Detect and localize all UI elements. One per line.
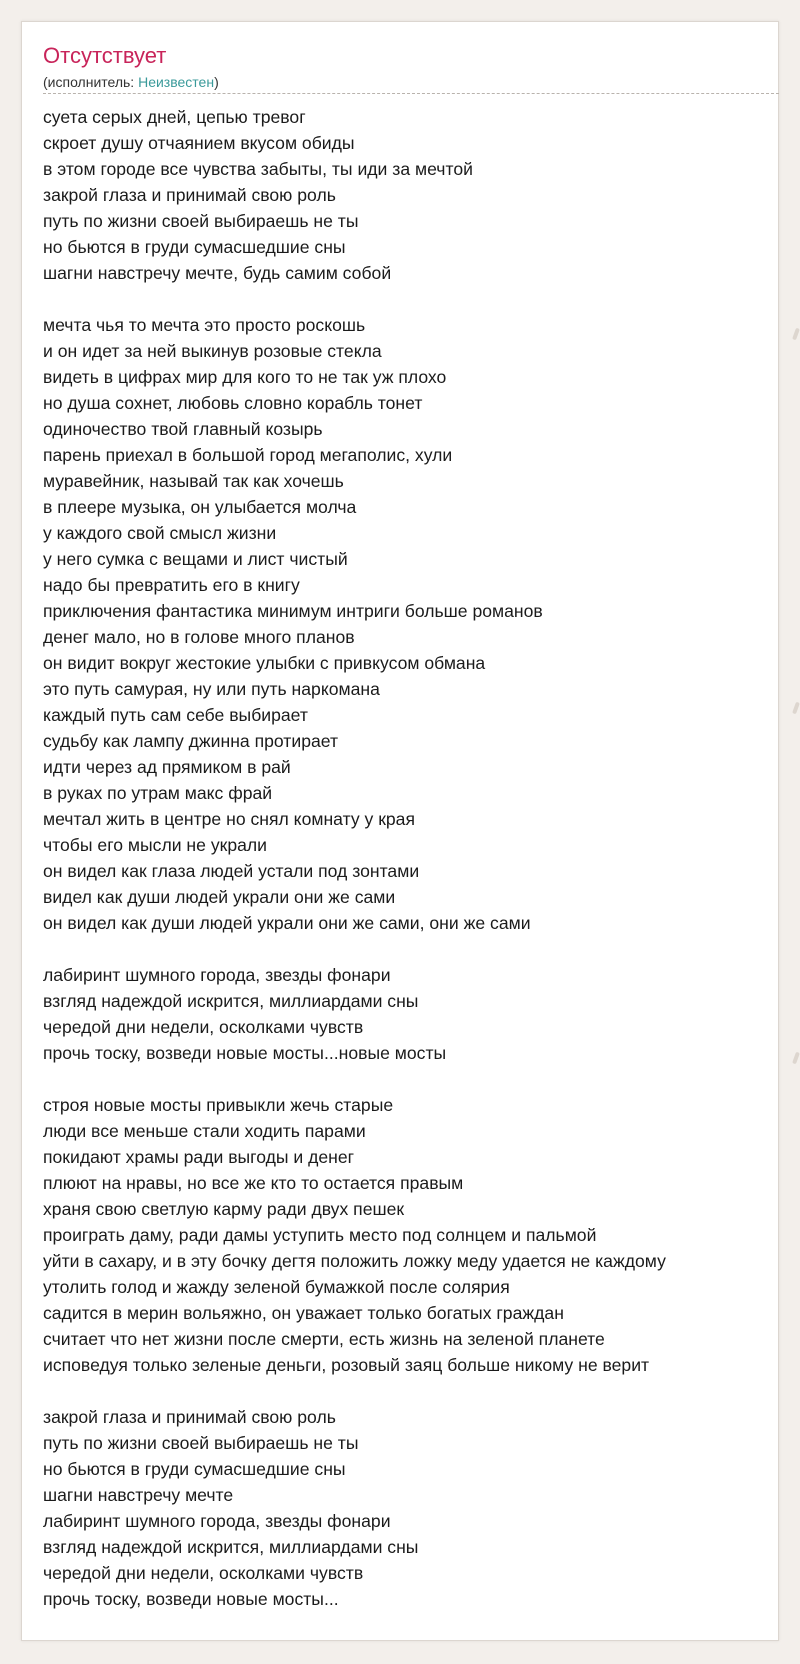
decor-mark-3 xyxy=(792,1052,800,1065)
lyric-line: муравейник, называй так как хочешь xyxy=(43,471,344,491)
lyric-line: у каждого свой смысл жизни xyxy=(43,523,277,543)
lyric-line: прочь тоску, возведи новые мосты...новые мосты xyxy=(43,1043,447,1063)
lyric-line: но душа сохнет, любовь словно корабль тонет xyxy=(43,393,423,413)
artist-link[interactable]: Неизвестен xyxy=(138,74,215,90)
lyric-line: исповедуя только зеленые деньги, розовый заяц больше никому не верит xyxy=(43,1355,650,1375)
lyrics-card xyxy=(21,21,779,1641)
lyric-line: он видел как души людей украли они же сами, они же сами xyxy=(43,913,531,933)
lyric-line: чередой дни недели, осколками чувств xyxy=(43,1563,364,1583)
lyric-line: взгляд надеждой искрится, миллиардами сны xyxy=(43,991,419,1011)
artist-suffix: ) xyxy=(214,74,219,90)
lyric-line: считает что нет жизни после смерти, есть жизнь на зеленой планете xyxy=(43,1329,605,1349)
decor-mark-2 xyxy=(792,702,800,715)
lyric-line: судьбу как лампу джинна протирает xyxy=(43,731,339,751)
lyric-line: каждый путь сам себе выбирает xyxy=(43,705,308,725)
lyric-line: видеть в цифрах мир для кого то не так уж плохо xyxy=(43,367,447,387)
lyric-line: парень приехал в большой город мегаполис, хули xyxy=(43,445,453,465)
lyric-line: но бьются в груди сумасшедшие сны xyxy=(43,237,346,257)
lyric-line: покидают храмы ради выгоды и денег xyxy=(43,1147,355,1167)
song-title: Отсутствует xyxy=(43,43,167,68)
lyric-line: видел как души людей украли они же сами xyxy=(43,887,396,907)
lyric-line: мечта чья то мечта это просто роскошь xyxy=(43,315,366,335)
lyric-line: уйти в сахару, и в эту бочку дегтя положить ложку меду удается не каждому xyxy=(43,1251,666,1271)
lyric-line: садится в мерин вольяжно, он уважает только богатых граждан xyxy=(43,1303,564,1323)
artist-line xyxy=(43,73,219,91)
lyric-line: мечтал жить в центре но снял комнату у края xyxy=(43,809,415,829)
lyrics-stanza xyxy=(43,104,779,286)
lyric-line: в плеере музыка, он улыбается молча xyxy=(43,497,357,517)
lyric-line: у него сумка с вещами и лист чистый xyxy=(43,549,348,569)
lyric-line: проиграть даму, ради дамы уступить место под солнцем и пальмой xyxy=(43,1225,597,1245)
lyric-line: путь по жизни своей выбираешь не ты xyxy=(43,211,359,231)
lyric-line: лабиринт шумного города, звезды фонари xyxy=(43,965,391,985)
lyric-line: он видит вокруг жестокие улыбки с привкусом обмана xyxy=(43,653,486,673)
lyric-line: суета серых дней, цепью тревог xyxy=(43,107,306,127)
lyrics-stanza xyxy=(43,962,779,1066)
lyric-line: приключения фантастика минимум интриги больше романов xyxy=(43,601,543,621)
lyric-line: и он идет за ней выкинув розовые стекла xyxy=(43,341,382,361)
artist-prefix: (исполнитель: xyxy=(43,74,139,90)
lyric-line: строя новые мосты привыкли жечь старые xyxy=(43,1095,394,1115)
lyric-line: лабиринт шумного города, звезды фонари xyxy=(43,1511,391,1531)
lyric-line: закрой глаза и принимай свою роль xyxy=(43,185,336,205)
lyric-line: но бьются в груди сумасшедшие сны xyxy=(43,1459,346,1479)
lyric-line: утолить голод и жажду зеленой бумажкой после солярия xyxy=(43,1277,510,1297)
lyrics-text xyxy=(43,104,779,1638)
lyric-line: он видел как глаза людей устали под зонтами xyxy=(43,861,420,881)
lyrics-stanza xyxy=(43,312,779,936)
lyric-line: плюют на нравы, но все же кто то остается правым xyxy=(43,1173,464,1193)
header-divider xyxy=(43,93,779,94)
lyrics-stanza xyxy=(43,1404,779,1612)
lyric-line: денег мало, но в голове много планов xyxy=(43,627,355,647)
lyric-line: шагни навстречу мечте, будь самим собой xyxy=(43,263,392,283)
lyric-line: надо бы превратить его в книгу xyxy=(43,575,300,595)
lyric-line: скроет душу отчаянием вкусом обиды xyxy=(43,133,355,153)
lyric-line: закрой глаза и принимай свою роль xyxy=(43,1407,336,1427)
lyric-line: чередой дни недели, осколками чувств xyxy=(43,1017,364,1037)
lyric-line: шагни навстречу мечте xyxy=(43,1485,234,1505)
lyric-line: взгляд надеждой искрится, миллиардами сны xyxy=(43,1537,419,1557)
lyrics-stanza xyxy=(43,1092,779,1378)
lyric-line: чтобы его мысли не украли xyxy=(43,835,267,855)
lyric-line: в руках по утрам макс фрай xyxy=(43,783,273,803)
decor-mark-1 xyxy=(792,328,800,341)
lyric-line: храня свою светлую карму ради двух пешек xyxy=(43,1199,405,1219)
lyric-line: одиночество твой главный козырь xyxy=(43,419,323,439)
lyric-line: люди все меньше стали ходить парами xyxy=(43,1121,366,1141)
lyric-line: идти через ад прямиком в рай xyxy=(43,757,291,777)
lyric-line: прочь тоску, возведи новые мосты... xyxy=(43,1589,339,1609)
lyric-line: в этом городе все чувства забыты, ты иди за мечтой xyxy=(43,159,473,179)
lyric-line: путь по жизни своей выбираешь не ты xyxy=(43,1433,359,1453)
lyric-line: это путь самурая, ну или путь наркомана xyxy=(43,679,380,699)
